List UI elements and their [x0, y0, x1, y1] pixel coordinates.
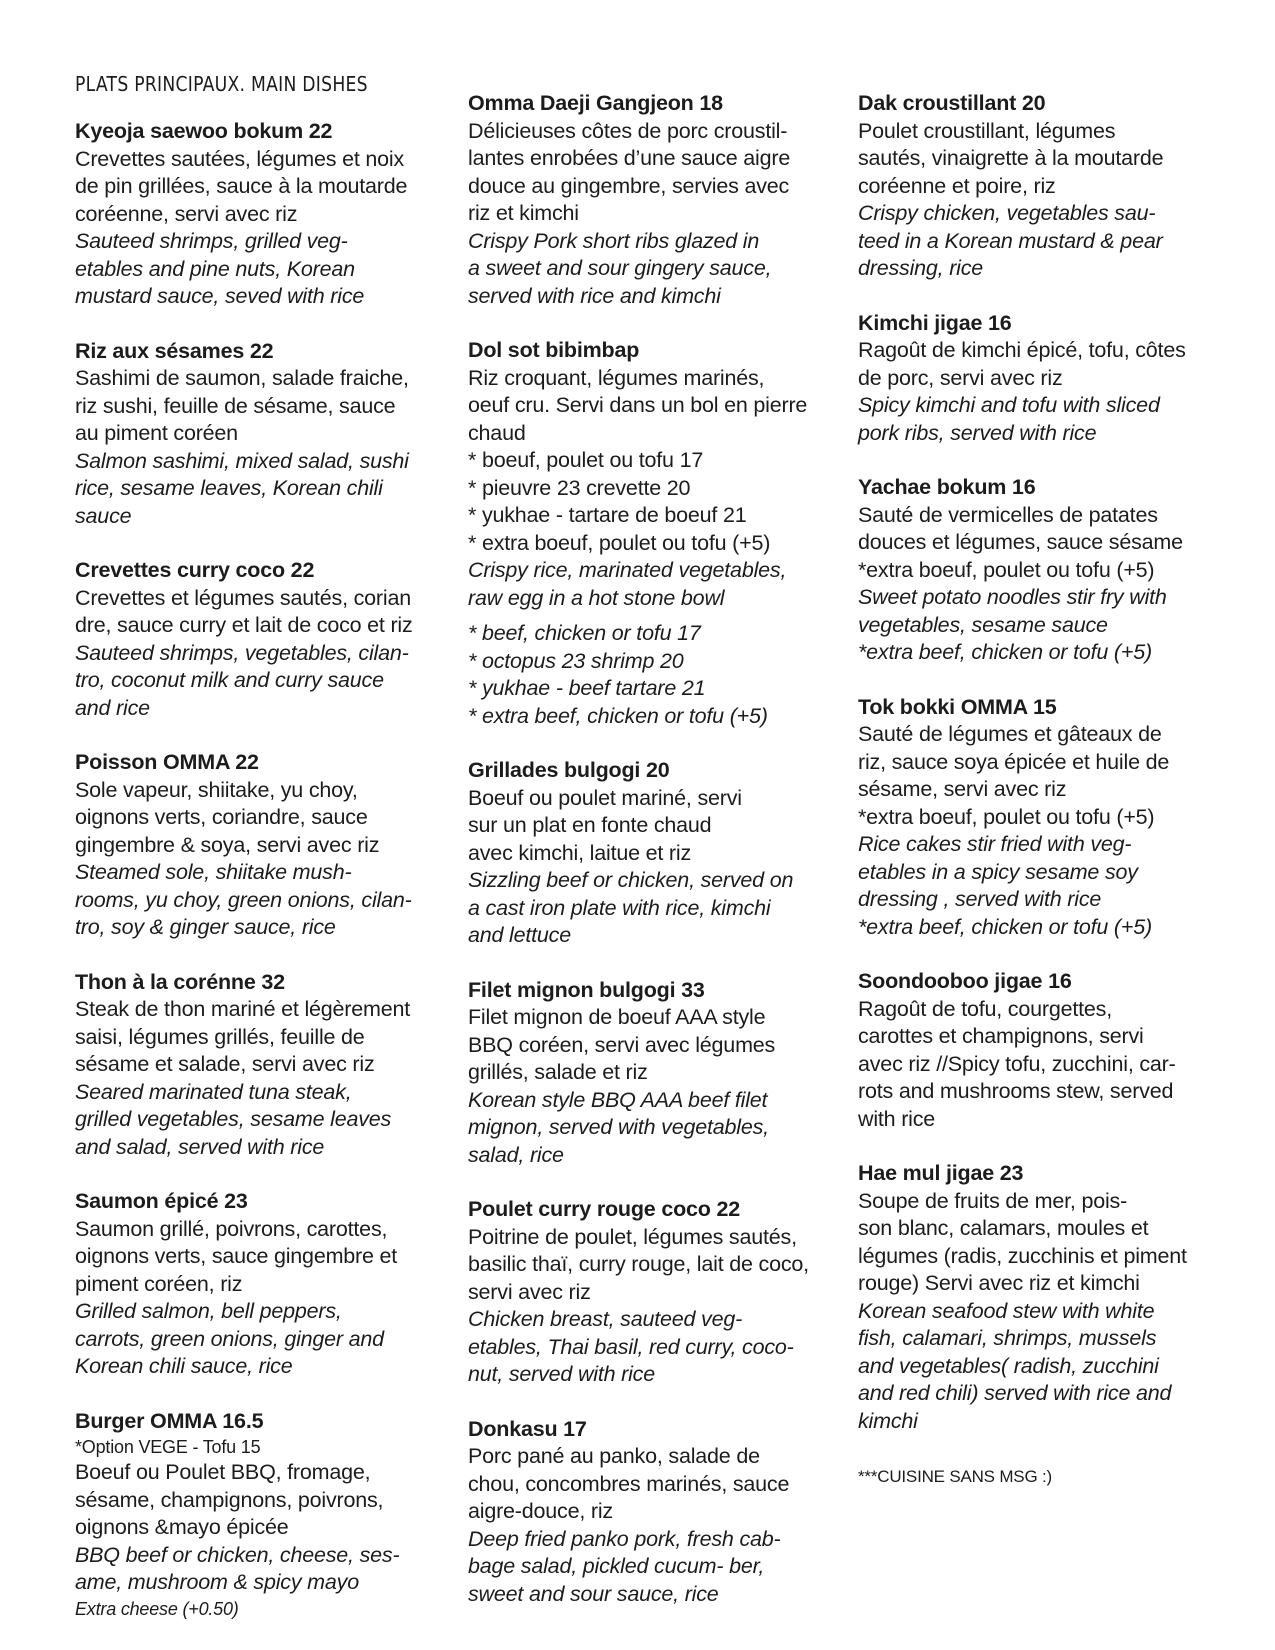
- description-en-options: * beef, chicken or tofu 17: [468, 621, 701, 645]
- description-en: nut, served with rice: [468, 1362, 655, 1386]
- description-en: Salmon sashimi, mixed salad, sushi: [75, 448, 409, 473]
- description-fr: carottes et champignons, servi: [858, 1024, 1144, 1048]
- description-en: etables and pine nuts, Korean: [75, 256, 355, 281]
- description-en-options: * yukhae - beef tartare 21: [468, 676, 706, 700]
- menu-item: [75, 1188, 445, 1381]
- dish-title: Kyeoja saewoo bokum 22: [75, 119, 333, 143]
- description-en: Deep fried panko pork, fresh cab-: [468, 1526, 781, 1551]
- description-fr: de pin grillées, sauce à la moutarde: [75, 174, 408, 198]
- description-fr: riz, sauce soya épicée et huile de: [858, 749, 1170, 774]
- description-en: sweet and sour sauce, rice: [468, 1581, 719, 1606]
- dish-title: Donkasu 17: [468, 1416, 587, 1441]
- description-fr: sautés, vinaigrette à la moutarde: [858, 146, 1164, 170]
- description-fr: avec kimchi, laitue et riz: [468, 840, 692, 865]
- description-en: Rice cakes stir fried with veg-: [858, 832, 1132, 856]
- description-fr: BBQ coréen, servi avec légumes: [468, 1032, 776, 1057]
- description-fr: Sole vapeur, shiitake, yu choy,: [75, 777, 358, 802]
- menu-item: [858, 474, 1238, 667]
- description-fr: Sauté de légumes et gâteaux de: [858, 722, 1162, 746]
- description-fr: chou, concombres marinés, sauce: [468, 1471, 790, 1496]
- description-fr: oignons &mayo épicée: [75, 1515, 289, 1539]
- description-fr: chaud: [468, 420, 526, 445]
- dish-title: Soondooboo jigae 16: [858, 969, 1072, 993]
- description-en: and lettuce: [468, 923, 571, 947]
- menu-item: [75, 1408, 445, 1621]
- description-en: *extra beef, chicken or tofu (+5): [858, 914, 1152, 939]
- description-fr: servi avec riz: [468, 1279, 591, 1304]
- description-fr: sésame, servi avec riz: [858, 777, 1067, 801]
- description-en-options: * extra beef, chicken or tofu (+5): [468, 703, 768, 728]
- description-fr: aigre-douce, riz: [468, 1499, 613, 1523]
- dish-title: Burger OMMA 16.5: [75, 1408, 264, 1433]
- description-en: kimchi: [858, 1408, 918, 1433]
- description-en: Crispy chicken, vegetables sau-: [858, 201, 1156, 225]
- description-fr: Poitrine de poulet, légumes sautés,: [468, 1224, 797, 1249]
- description-en: tro, coconut milk and curry sauce: [75, 668, 384, 692]
- dish-title: Dak croustillant 20: [858, 91, 1046, 115]
- dish-title: Dol sot bibimbap: [468, 338, 640, 362]
- description-en: ame, mushroom & spicy mayo: [75, 1570, 359, 1594]
- menu-item: [468, 1416, 838, 1609]
- description-en: Spicy kimchi and tofu with sliced: [858, 393, 1160, 417]
- dish-title: Yachae bokum 16: [858, 475, 1036, 499]
- dish-title: Riz aux sésames 22: [75, 338, 274, 363]
- description-fr: rouge) Servi avec riz et kimchi: [858, 1271, 1140, 1295]
- description-en: Crispy Pork short ribs glazed in: [468, 228, 760, 253]
- description-en: Seared marinated tuna steak,: [75, 1079, 352, 1104]
- description-fr: avec riz //Spicy tofu, zucchini, car-: [858, 1051, 1176, 1076]
- description-fr: Porc pané au panko, salade de: [468, 1444, 760, 1468]
- description-en: and red chili) served with rice and: [858, 1381, 1172, 1405]
- dish-title: Hae mul jigae 23: [858, 1161, 1024, 1185]
- dish-title: Tok bokki OMMA 15: [858, 694, 1057, 719]
- description-fr: Steak de thon mariné et légèrement: [75, 997, 411, 1021]
- description-fr: Saumon grillé, poivrons, carottes,: [75, 1216, 388, 1241]
- description-en-options: * octopus 23 shrimp 20: [468, 648, 684, 673]
- description-en: teed in a Korean mustard & pear: [858, 228, 1163, 253]
- description-fr: Boeuf ou Poulet BBQ, fromage,: [75, 1460, 371, 1484]
- description-fr: Ragoût de tofu, courgettes,: [858, 996, 1112, 1021]
- description-en: a cast iron plate with rice, kimchi: [468, 895, 771, 920]
- menu-item: [75, 118, 445, 311]
- description-en: Korean chili sauce, rice: [75, 1354, 293, 1378]
- description-fr: Boeuf ou poulet mariné, servi: [468, 785, 742, 810]
- menu-item: [468, 90, 838, 310]
- description-fr: sésame, champignons, poivrons,: [75, 1487, 384, 1512]
- dish-title: Omma Daeji Gangjeon 18: [468, 91, 723, 115]
- description-fr: saisi, légumes grillés, feuille de: [75, 1024, 365, 1049]
- menu-item: [858, 90, 1238, 283]
- menu-item: [468, 977, 838, 1170]
- description-fr: coréenne et poire, riz: [858, 173, 1056, 198]
- description-en: dressing, rice: [858, 256, 984, 280]
- description-fr: riz sushi, feuille de sésame, sauce: [75, 393, 396, 418]
- description-en: rooms, yu choy, green onions, cilan-: [75, 887, 412, 912]
- description-fr: Soupe de fruits de mer, pois-: [858, 1188, 1128, 1213]
- description-en: dressing , served with rice: [858, 887, 1102, 911]
- description-fr: piment coréen, riz: [75, 1271, 243, 1296]
- description-en: carrots, green onions, ginger and: [75, 1326, 384, 1351]
- description-fr: Sashimi de saumon, salade fraiche,: [75, 366, 409, 390]
- description-en: and vegetables( radish, zucchini: [858, 1353, 1159, 1378]
- dish-title: Filet mignon bulgogi 33: [468, 977, 705, 1002]
- description-en: vegetables, sesame sauce: [858, 612, 1108, 637]
- description-fr: * pieuvre 23 crevette 20: [468, 475, 691, 500]
- dish-title: Crevettes curry coco 22: [75, 558, 315, 582]
- description-fr: Sauté de vermicelles de patates: [858, 502, 1158, 527]
- description-fr: Délicieuses côtes de porc croustil-: [468, 118, 788, 143]
- description-en: served with rice and kimchi: [468, 283, 721, 308]
- description-en: Korean style BBQ AAA beef filet: [468, 1087, 768, 1112]
- description-en: Grilled salmon, bell peppers,: [75, 1299, 342, 1323]
- section-title: PLATS PRINCIPAUX. MAIN DISHES: [75, 72, 368, 96]
- description-en: mignon, served with vegetables,: [468, 1115, 769, 1139]
- description-en: Sauteed shrimps, vegetables, cilan-: [75, 640, 409, 665]
- description-fr: Crevettes et légumes sautés, corian: [75, 585, 411, 610]
- dish-title: Thon à la corénne 32: [75, 969, 285, 994]
- description-fr: sésame et salade, servi avec riz: [75, 1052, 375, 1076]
- description-en: rice, sesame leaves, Korean chili: [75, 476, 383, 500]
- description-fr: riz et kimchi: [468, 201, 579, 225]
- description-fr: de porc, servi avec riz: [858, 365, 1063, 390]
- description-en: etables in a spicy sesame soy: [858, 859, 1138, 884]
- menu-item: [858, 310, 1238, 448]
- description-en: sauce: [75, 503, 132, 528]
- footer-note: ***CUISINE SANS MSG :): [858, 1467, 1052, 1486]
- description-fr: with rice: [858, 1106, 936, 1131]
- description-fr: coréenne, servi avec riz: [75, 201, 298, 226]
- dish-title: Grillades bulgogi 20: [468, 758, 670, 782]
- description-fr: légumes (radis, zucchinis et piment: [858, 1243, 1187, 1268]
- description-fr: lantes enrobées d’une sauce aigre: [468, 146, 791, 170]
- description-fr: Poulet croustillant, légumes: [858, 118, 1116, 143]
- description-en: Sweet potato noodles stir fry with: [858, 585, 1167, 609]
- description-en: a sweet and sour gingery sauce,: [468, 256, 772, 280]
- dish-title: Kimchi jigae 16: [858, 310, 1012, 335]
- description-fr: Filet mignon de boeuf AAA style: [468, 1005, 766, 1029]
- description-fr: * extra boeuf, poulet ou tofu (+5): [468, 530, 771, 555]
- menu-item: [468, 1196, 838, 1389]
- menu-item: [75, 749, 445, 942]
- description-en: grilled vegetables, sesame leaves: [75, 1107, 392, 1131]
- menu-item: [75, 557, 445, 722]
- menu-item: [468, 757, 838, 950]
- description-fr: basilic thaï, curry rouge, lait de coco,: [468, 1252, 809, 1276]
- description-en: salad, rice: [468, 1142, 564, 1167]
- description-en: Korean seafood stew with white: [858, 1298, 1155, 1323]
- description-en: raw egg in a hot stone bowl: [468, 585, 725, 610]
- description-fr: au piment coréen: [75, 421, 238, 445]
- description-fr: gingembre & soya, servi avec riz: [75, 832, 380, 857]
- spacer: [468, 612, 838, 620]
- menu-item: [858, 968, 1238, 1133]
- description-fr: oeuf cru. Servi dans un bol en pierre: [468, 393, 808, 417]
- description-en: Steamed sole, shiitake mush-: [75, 860, 352, 884]
- description-en: mustard sauce, seved with rice: [75, 284, 365, 308]
- description-fr: sur un plat en fonte chaud: [468, 813, 712, 837]
- description-fr: son blanc, calamars, moules et: [858, 1216, 1149, 1240]
- description-en: *extra beef, chicken or tofu (+5): [858, 640, 1152, 664]
- dish-option: *Option VEGE - Tofu 15: [75, 1437, 261, 1457]
- menu-item: [858, 1160, 1238, 1435]
- menu-item: [468, 337, 838, 730]
- description-en: fish, calamari, shrimps, mussels: [858, 1326, 1157, 1350]
- description-fr: * boeuf, poulet ou tofu 17: [468, 448, 704, 472]
- description-en: BBQ beef or chicken, cheese, ses-: [75, 1542, 400, 1567]
- description-en: Crispy rice, marinated vegetables,: [468, 558, 787, 582]
- dish-title: Saumon épicé 23: [75, 1189, 248, 1213]
- description-en: Sizzling beef or chicken, served on: [468, 868, 794, 892]
- description-en: tro, soy & ginger sauce, rice: [75, 915, 336, 939]
- description-fr: oignons verts, coriandre, sauce: [75, 805, 368, 829]
- description-en: and rice: [75, 695, 150, 720]
- menu-column-2: [468, 90, 838, 1635]
- menu-item: [75, 969, 445, 1162]
- description-fr: Crevettes sautées, légumes et noix: [75, 146, 405, 171]
- description-en: etables, Thai basil, red curry, coco-: [468, 1334, 794, 1359]
- description-en: pork ribs, served with rice: [858, 420, 1097, 445]
- dish-title: Poisson OMMA 22: [75, 750, 259, 774]
- dish-title: Poulet curry rouge coco 22: [468, 1197, 740, 1221]
- menu-item: [75, 338, 445, 531]
- dish-extra: Extra cheese (+0.50): [75, 1598, 239, 1619]
- description-en: Chicken breast, sauteed veg-: [468, 1307, 743, 1331]
- description-en: Sauteed shrimps, grilled veg-: [75, 229, 348, 253]
- description-fr: douce au gingembre, servies avec: [468, 173, 790, 198]
- description-fr: douces et légumes, sauce sésame: [858, 530, 1183, 554]
- description-fr: rots and mushrooms stew, served: [858, 1079, 1174, 1103]
- menu-item: [858, 694, 1238, 942]
- description-fr: *extra boeuf, poulet ou tofu (+5): [858, 804, 1155, 829]
- description-fr: * yukhae - tartare de boeuf 21: [468, 503, 747, 527]
- description-fr: Riz croquant, légumes marinés,: [468, 365, 765, 390]
- description-fr: dre, sauce curry et lait de coco et riz: [75, 613, 413, 637]
- description-fr: Ragoût de kimchi épicé, tofu, côtes: [858, 338, 1186, 362]
- menu-column-1: [75, 70, 445, 1648]
- description-en: and salad, served with rice: [75, 1134, 325, 1159]
- description-fr: oignons verts, sauce gingembre et: [75, 1244, 398, 1268]
- description-fr: grillés, salade et riz: [468, 1060, 648, 1084]
- description-fr: *extra boeuf, poulet ou tofu (+5): [858, 557, 1155, 582]
- menu-column-3: [858, 90, 1238, 1489]
- description-en: bage salad, pickled cucum- ber,: [468, 1554, 765, 1578]
